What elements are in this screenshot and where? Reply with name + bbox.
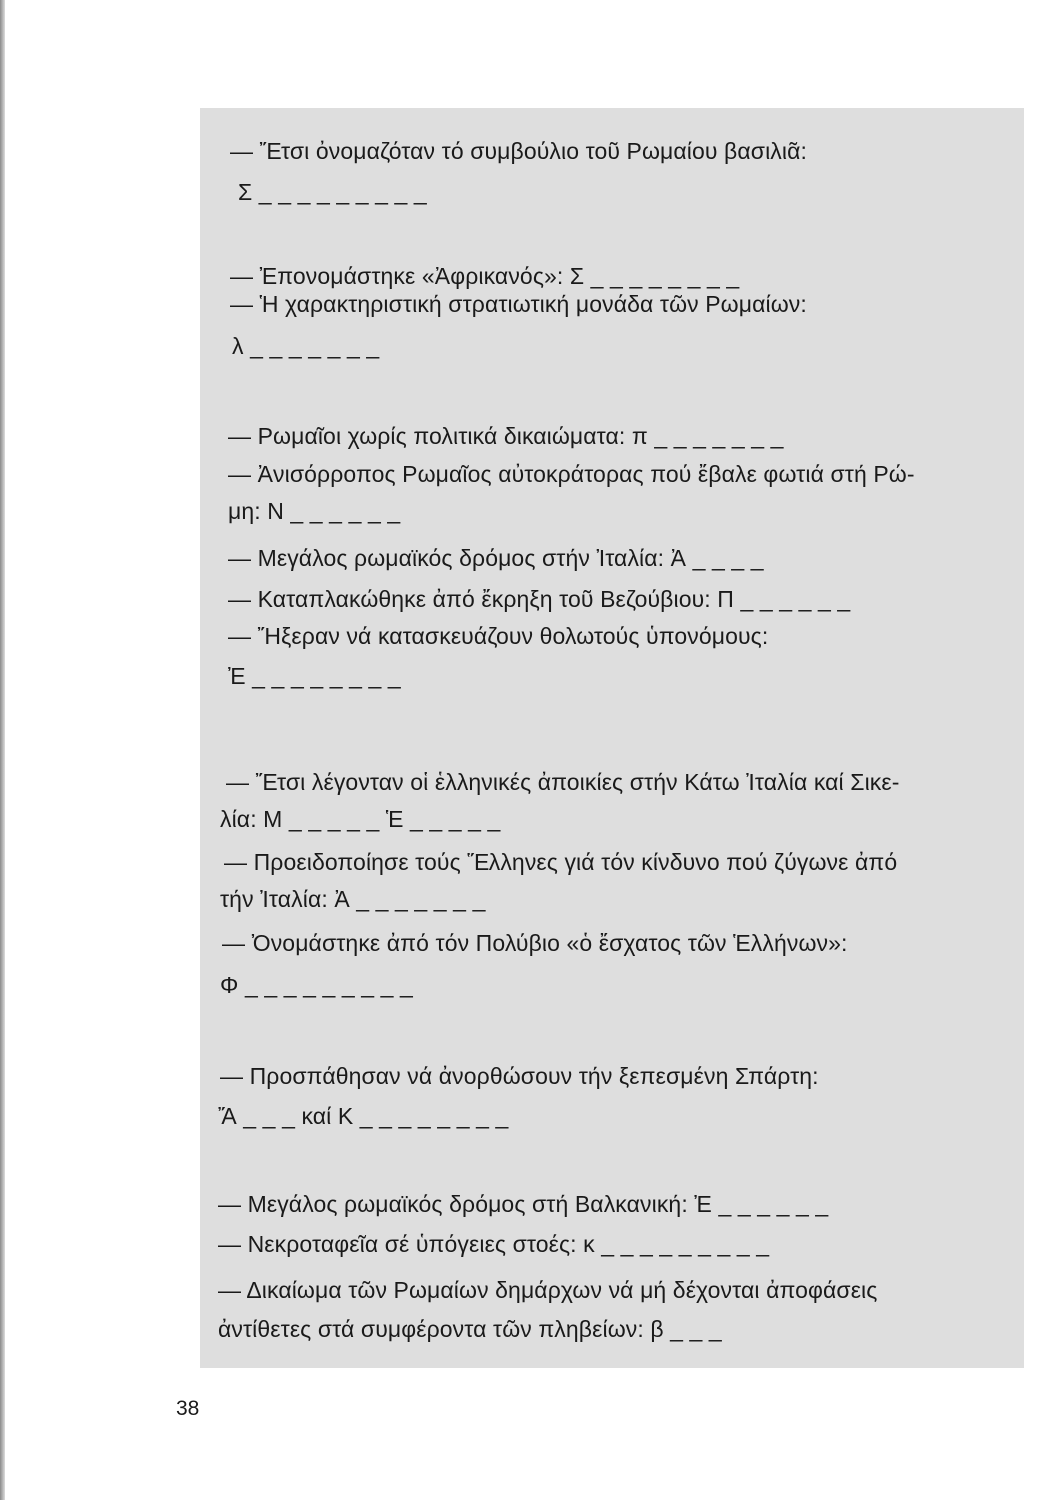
line-2: Σ _ _ _ _ _ _ _ _ _	[238, 179, 427, 205]
line-19: — Προσπάθησαν νά ἀνορθώσουν τήν ξεπεσμένη Σπάρτη:	[220, 1063, 819, 1089]
line-3: — Ἐπονομάστηκε «Ἀφρικανός»: Σ _ _ _ _ _ _ _ _	[230, 263, 740, 289]
line-10: — Καταπλακώθηκε ἀπό ἔκρηξη τοῦ Βεζούβιου: Π _ _ _ _ _ _	[228, 586, 851, 612]
line-6: — Ρωμαῖοι χωρίς πολιτικά δικαιώματα: π _ _ _ _ _ _ _	[228, 423, 784, 449]
line-20: Ἄ _ _ _ καί Κ _ _ _ _ _ _ _ _	[218, 1103, 509, 1129]
line-11: — Ἤξεραν νά κατασκευάζουν θολωτούς ὑπονόμους:	[228, 623, 769, 649]
line-4: — Ἡ χαρακτηριστική στρατιωτική μονάδα τῶν Ρωμαίων:	[230, 291, 807, 317]
line-14: λία: Μ _ _ _ _ _ Ἑ _ _ _ _ _	[220, 806, 501, 832]
page-number: 38	[176, 1397, 200, 1420]
line-7: — Ἀνισόρροπος Ρωμαῖος αὐτοκράτορας πού ἔβαλε φωτιά στή Ρώ-	[228, 461, 915, 487]
line-17: — Ὀνομάστηκε ἀπό τόν Πολύβιο «ὁ ἔσχατος τῶν Ἑλλήνων»:	[222, 930, 848, 956]
line-16: τήν Ἰταλία: Ἀ _ _ _ _ _ _ _	[220, 886, 486, 912]
line-9: — Μεγάλος ρωμαϊκός δρόμος στήν Ἰταλία: Ἀ _ _ _ _	[228, 545, 764, 571]
line-18: Φ _ _ _ _ _ _ _ _ _	[220, 972, 413, 998]
line-8: μη: Ν _ _ _ _ _ _	[228, 498, 401, 524]
line-12: Ἐ _ _ _ _ _ _ _ _	[228, 663, 401, 689]
line-15: — Προειδοποίησε τούς Ἕλληνες γιά τόν κίνδυνο πού ζύγωνε ἀπό	[224, 849, 898, 875]
line-13: — Ἔτσι λέγονταν οἱ ἑλληνικές ἀποικίες στήν Κάτω Ἰταλία καί Σικε-	[226, 769, 900, 795]
line-5: λ _ _ _ _ _ _ _	[232, 333, 380, 359]
line-24: ἀντίθετες στά συμφέροντα τῶν πληβείων: β _ _ _	[218, 1316, 722, 1342]
line-1: — Ἔτσι ὀνομαζόταν τό συμβούλιο τοῦ Ρωμαίου βασιλιᾶ:	[230, 138, 807, 164]
line-23: — Δικαίωμα τῶν Ρωμαίων δημάρχων νά μή δέχονται ἀποφάσεις	[218, 1277, 878, 1303]
line-22: — Νεκροταφεῖα σέ ὑπόγειες στοές: κ _ _ _ _ _ _ _ _ _	[218, 1231, 770, 1257]
line-21: — Μεγάλος ρωμαϊκός δρόμος στή Βαλκανική: Ἐ _ _ _ _ _ _	[218, 1191, 829, 1217]
